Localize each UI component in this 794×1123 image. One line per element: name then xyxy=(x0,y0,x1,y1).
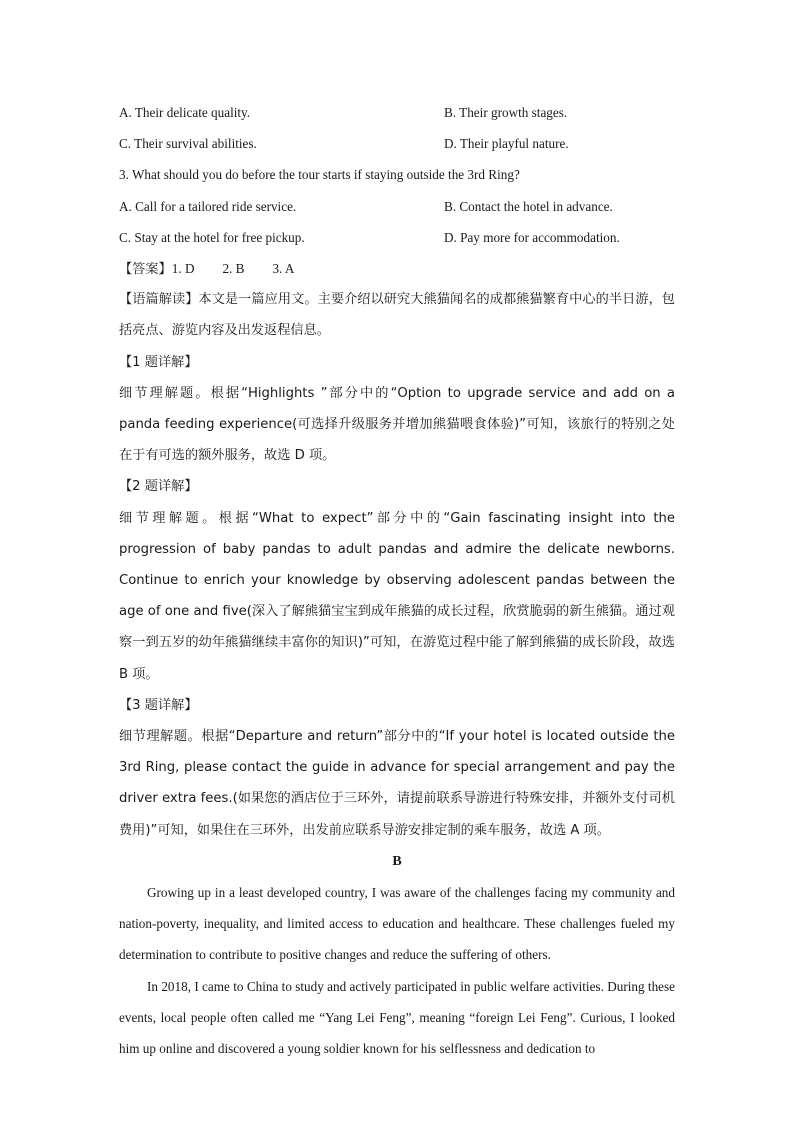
option-a: A. Their delicate quality. xyxy=(119,105,251,120)
answer-1: 1. D xyxy=(171,260,195,276)
document-page xyxy=(119,97,675,1064)
answer-line xyxy=(119,253,675,284)
q1-detail-text: 细节理解题。根据“Highlights ”部分中的“Option to upgrade service and add on a panda feeding experience(可选择升级服务并增加熊猫喂食体验)”可知，该旅行的特别之处在于有可选的额外服务，故选 D 项。 xyxy=(119,385,675,464)
question-3: 3. What should you do before the tour starts if staying outside the 3rd Ring? xyxy=(119,167,520,183)
option-b: B. Their growth stages. xyxy=(444,105,568,120)
section-b-paragraph-1: Growing up in a least developed country, I was aware of the challenges facing my community and nation-poverty, inequality, and limited access to education and healthcare. These challenges fueled my determination to contribute to positive changes and reduce the suffering of others. xyxy=(119,884,675,963)
q2-detail-text: 细节理解题。根据“What to expect”部分中的“Gain fascinating insight into the progression of baby pandas to adult pandas and admire the delicate newborns. Continue to enrich your knowledge by observing adolescent pandas between the age of one and five(深入了解熊猫宝宝到成年熊猫的成长过程，欣赏脆弱的新生熊猫。通过观察一到五岁的幼年熊猫继续丰富你的知识)”可知，在游览过程中能了解到熊猫的成长阶段，故选 B 项。 xyxy=(119,510,675,682)
q1-detail-heading: 【1 题详解】 xyxy=(119,354,198,370)
q3-detail-text: 细节理解题。根据“Departure and return”部分中的“If your hotel is located outside the 3rd Ring, please contact the guide in advance for special arrangement and pay the driver extra fees.(如果您的酒店位于三环外，请提前联系导游进行特殊安排，并额外支付司机费用)”可知，如果住在三环外，出发前应联系导游安排定制的乘车服务，故选 A 项。 xyxy=(119,728,675,838)
section-b-paragraph-2: In 2018, I came to China to study and actively participated in public welfare activities. During these events, local people often called me “Yang Lei Feng”, meaning “foreign Lei Feng”. Curious, I looked him up online and discovered a young soldier known for his selflessness and dedication to xyxy=(119,978,675,1056)
passage-intro: 【语篇解读】本文是一篇应用文。主要介绍以研究大熊猫闻名的成都熊猫繁育中心的半日游，包括亮点、游览内容及出发返程信息。 xyxy=(119,292,675,339)
q2-detail-heading: 【2 题详解】 xyxy=(119,479,198,495)
q3-options-row-2 xyxy=(119,222,675,253)
q3-options-row-1 xyxy=(119,191,675,222)
option-c: C. Their survival abilities. xyxy=(119,136,257,152)
q2-options-row-1 xyxy=(119,97,675,128)
q3-option-c: C. Stay at the hotel for free pickup. xyxy=(119,229,305,245)
answer-label: 【答案】 xyxy=(119,261,172,277)
option-d: D. Their playful nature. xyxy=(444,136,569,152)
answer-2: 2. B xyxy=(222,260,245,276)
q2-options-row-2 xyxy=(119,128,675,159)
answer-3: 3. A xyxy=(272,260,295,276)
q3-option-a: A. Call for a tailored ride service. xyxy=(119,198,297,214)
q3-option-b: B. Contact the hotel in advance. xyxy=(444,198,613,214)
q3-option-d: D. Pay more for accommodation. xyxy=(444,229,620,245)
q3-detail-heading: 【3 题详解】 xyxy=(119,697,198,713)
section-b-title: B xyxy=(392,853,402,869)
